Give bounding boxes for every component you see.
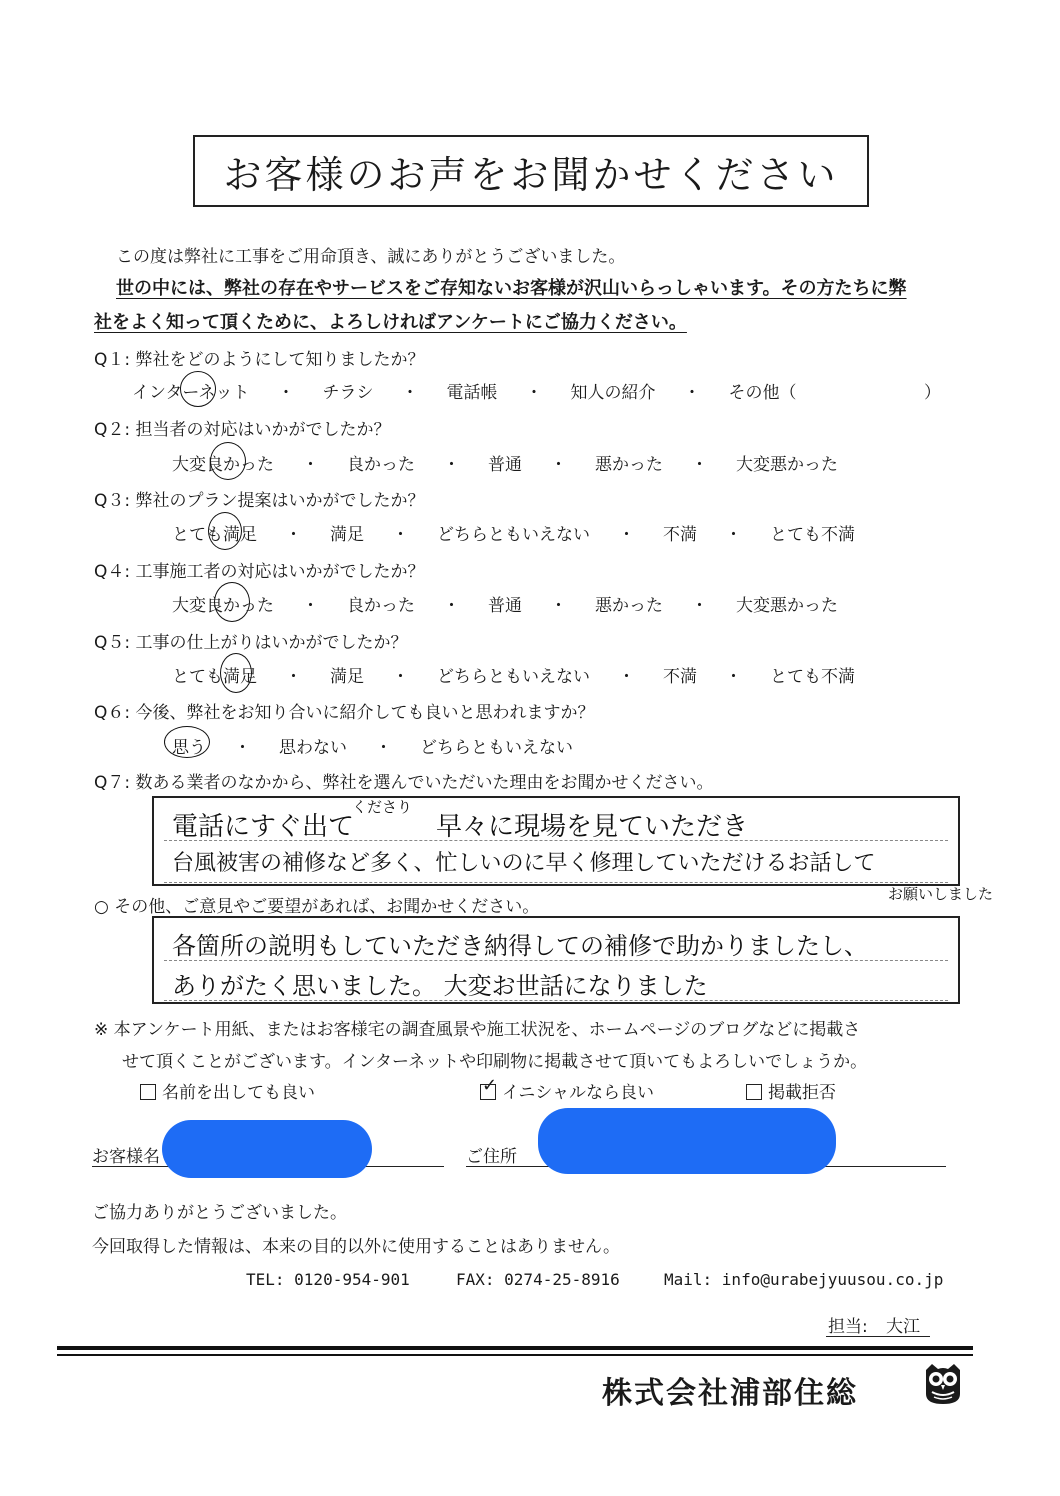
question-2-options: 大変良かった ・ 良かった ・ 普通 ・ 悪かった ・ 大変悪かった: [172, 450, 838, 475]
owl-icon: [920, 1360, 966, 1406]
q7-answer-insert: くださり: [352, 798, 413, 816]
question-1-label: Q１: 弊社をどのようにして知りましたか？: [94, 350, 425, 370]
option[interactable]: 悪かった: [595, 596, 663, 616]
address-label: ご住所: [466, 1147, 517, 1167]
question-6-options: 思う ・ 思わない ・ どちらともいえない: [172, 733, 573, 758]
footer-rule-thin: [57, 1354, 973, 1356]
checkbox[interactable]: [746, 1084, 762, 1100]
option[interactable]: 満足: [330, 667, 364, 687]
option[interactable]: 良かった: [347, 455, 415, 475]
option[interactable]: 良かった: [347, 596, 415, 616]
consent-initials-ok[interactable]: ✓ イニシャルなら良い: [482, 1075, 654, 1103]
question-6-label: Q６: 今後、弊社をお知り合いに紹介しても良いと思われますか？: [94, 703, 595, 723]
question-5-options: とても満足 ・ 満足 ・ どちらともいえない ・ 不満 ・ とても不満: [172, 662, 855, 687]
selection-circle: [180, 371, 216, 407]
selection-circle: [214, 582, 250, 622]
option[interactable]: とても不満: [770, 667, 855, 687]
contact-mail: Mail: info@urabejyuusou.co.jp: [664, 1270, 944, 1289]
checkmark-icon: ✓: [482, 1075, 498, 1096]
question-7-label: Q７: 数ある業者のなかから、弊社を選んでいただいた理由をお聞かせください。: [94, 773, 714, 793]
question-4-options: 大変良かった ・ 良かった ・ 普通 ・ 悪かった ・ 大変悪かった: [172, 591, 838, 616]
option[interactable]: チラシ: [322, 383, 374, 403]
option[interactable]: 思わない: [279, 738, 347, 758]
q7-answer-line-2: 台風被害の補修など多く、忙しいのに早く修理していただけるお話して: [172, 851, 876, 876]
option[interactable]: 思う: [172, 738, 206, 758]
staff-name: 大江: [886, 1317, 920, 1337]
question-4-label: Q４: 工事施工者の対応はいかがでしたか？: [94, 562, 425, 582]
option[interactable]: 不満: [663, 667, 697, 687]
option-close-paren: ）: [924, 383, 941, 403]
page-title: お客様のお声をお聞かせください: [193, 135, 869, 207]
question-2-label: Q２: 担当者の対応はいかがでしたか？: [94, 420, 391, 440]
selection-circle: [164, 726, 210, 758]
selection-circle: [220, 653, 252, 693]
other-answer-line-2: ありがたく思いました。 大変お世話になりました: [172, 972, 708, 1000]
option[interactable]: 普通: [488, 455, 522, 475]
closing-privacy: 今回取得した情報は、本来の目的以外に使用することはありません。: [92, 1237, 621, 1257]
contact-fax: FAX: 0274-25-8916: [456, 1270, 620, 1289]
option[interactable]: その他（: [728, 383, 797, 403]
question-5-label: Q５: 工事の仕上がりはいかがでしたか？: [94, 633, 408, 653]
staff-label: 担当:: [828, 1317, 868, 1337]
option[interactable]: とても満足: [172, 525, 257, 545]
consent-refuse[interactable]: 掲載拒否: [746, 1078, 836, 1103]
selection-circle: [210, 442, 246, 480]
notice-line-2: せて頂くことがございます。インターネットや印刷物に掲載させて頂いてもよろしいでしょうか。: [122, 1052, 868, 1072]
redaction-mark: [538, 1108, 836, 1174]
option[interactable]: 普通: [488, 596, 522, 616]
notice-line-1: ※ 本アンケート用紙、またはお客様宅の調査風景や施工状況を、ホームページのブログなどに掲載さ: [94, 1020, 861, 1040]
option[interactable]: 悪かった: [595, 455, 663, 475]
question-3-options: とても満足 ・ 満足 ・ どちらともいえない ・ 不満 ・ とても不満: [172, 520, 855, 545]
option[interactable]: 大変悪かった: [736, 455, 838, 475]
customer-name-label: お客様名: [92, 1147, 160, 1167]
option[interactable]: どちらともいえない: [420, 738, 573, 758]
company-name: 株式会社浦部住総: [602, 1376, 858, 1411]
option[interactable]: 大変良かった: [172, 455, 274, 475]
question-3-label: Q３: 弊社のプラン提案はいかがでしたか？: [94, 491, 425, 511]
redaction-mark: [162, 1120, 372, 1178]
q7-answer-overflow: お願いしました: [888, 885, 994, 903]
option[interactable]: 電話帳: [446, 383, 498, 403]
checkbox[interactable]: [480, 1075, 498, 1100]
staff-underline: [826, 1336, 930, 1337]
option[interactable]: とても満足: [172, 667, 257, 687]
intro-line-1: この度は弊社に工事をご用命頂き、誠にありがとうございました。: [116, 247, 626, 267]
q7-answer-line-1-rest: 早々に現場を見ていただき: [436, 812, 749, 842]
option[interactable]: 大変良かった: [172, 596, 274, 616]
question-1-options: インターネット ・ チラシ ・ 電話帳 ・ 知人の紹介 ・ その他（: [132, 378, 796, 403]
closing-thanks: ご協力ありがとうございました。: [92, 1203, 347, 1223]
intro-line-3: 社をよく知って頂くために、よろしければアンケートにご協力ください。: [94, 312, 687, 333]
consent-name-ok[interactable]: 名前を出しても良い: [140, 1078, 315, 1103]
intro-line-2: 世の中には、弊社の存在やサービスをご存知ないお客様が沢山いらっしゃいます。その方たちに弊: [116, 278, 907, 299]
option[interactable]: 不満: [663, 525, 697, 545]
option[interactable]: どちらともいえない: [437, 525, 590, 545]
option[interactable]: インターネット: [132, 383, 250, 403]
footer-rule-thick: [57, 1346, 973, 1350]
option[interactable]: 大変悪かった: [736, 596, 838, 616]
checkbox[interactable]: [140, 1084, 156, 1100]
other-answer-line-1: 各箇所の説明もしていただき納得しての補修で助かりましたし、: [172, 932, 868, 960]
contact-tel: TEL: 0120-954-901: [246, 1270, 410, 1289]
q7-answer-line-1: 電話にすぐ出て: [172, 812, 355, 842]
selection-circle: [208, 512, 242, 550]
option[interactable]: どちらともいえない: [437, 667, 590, 687]
option[interactable]: 知人の紹介: [570, 383, 656, 403]
other-comments-label: ○ その他、ご意見やご要望があれば、お聞かせください。: [94, 897, 540, 917]
option[interactable]: とても不満: [770, 525, 855, 545]
option[interactable]: 満足: [330, 525, 364, 545]
